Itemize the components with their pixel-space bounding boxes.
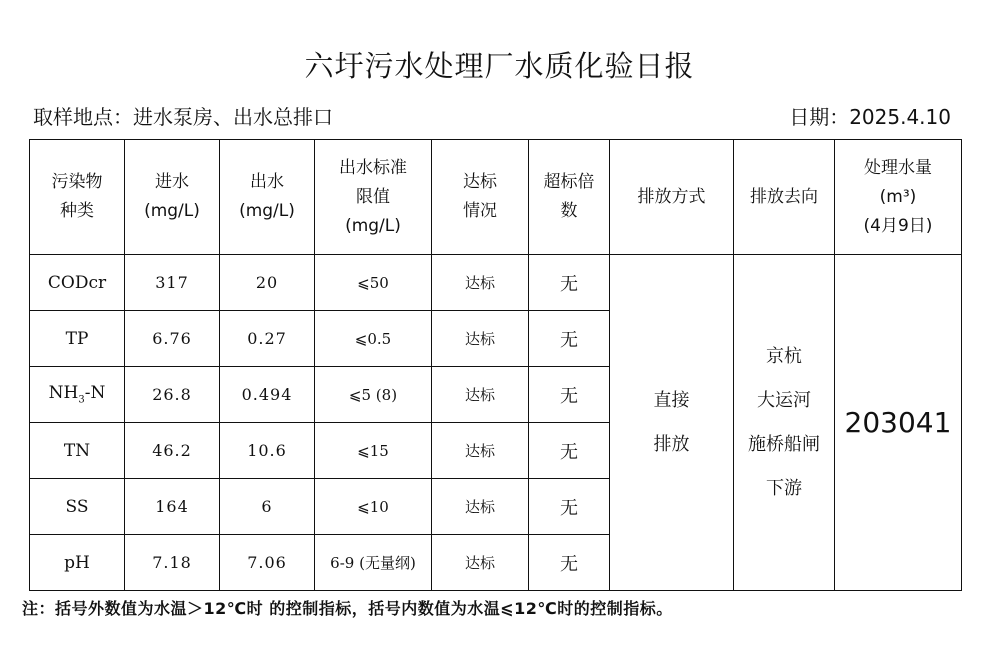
- effluent-cell: 7.06: [220, 535, 315, 591]
- status-cell: 达标: [432, 311, 529, 367]
- effluent-cell: 10.6: [220, 423, 315, 479]
- pollutant-cell: CODcr: [30, 255, 125, 311]
- discharge-method-cell: 直接 排放: [610, 255, 734, 591]
- status-cell: 达标: [432, 535, 529, 591]
- pollutant-cell: SS: [30, 479, 125, 535]
- exceed-cell: 无: [529, 311, 610, 367]
- influent-cell: 7.18: [125, 535, 220, 591]
- footnote: 注：括号外数值为水温＞12℃时 的控制指标，括号内数值为水温⩽12℃时的控制指标。: [22, 599, 673, 618]
- influent-cell: 6.76: [125, 311, 220, 367]
- limit-cell: ⩽50: [315, 255, 432, 311]
- influent-cell: 46.2: [125, 423, 220, 479]
- status-cell: 达标: [432, 479, 529, 535]
- table-row: [30, 255, 962, 311]
- limit-cell: ⩽15: [315, 423, 432, 479]
- exceed-cell: 无: [529, 423, 610, 479]
- influent-cell: 164: [125, 479, 220, 535]
- status-cell: 达标: [432, 255, 529, 311]
- limit-cell: 6-9 (无量纲): [315, 535, 432, 591]
- limit-cell: ⩽0.5: [315, 311, 432, 367]
- influent-cell: 317: [125, 255, 220, 311]
- exceed-cell: 无: [529, 255, 610, 311]
- influent-cell: 26.8: [125, 367, 220, 423]
- water-quality-table: [29, 139, 962, 591]
- pollutant-cell: TP: [30, 311, 125, 367]
- header-volume: 处理水量 (m³) (4月9日): [835, 140, 962, 255]
- header-exceed: 超标倍 数: [529, 140, 610, 255]
- effluent-cell: 6: [220, 479, 315, 535]
- effluent-cell: 0.27: [220, 311, 315, 367]
- limit-cell: ⩽10: [315, 479, 432, 535]
- header-effluent: 出水 (mg/L): [220, 140, 315, 255]
- pollutant-cell: TN: [30, 423, 125, 479]
- header-row: [30, 140, 962, 255]
- header-pollutant: 污染物 种类: [30, 140, 125, 255]
- status-cell: 达标: [432, 367, 529, 423]
- discharge-destination-cell: 京杭 大运河 施桥船闸 下游: [734, 255, 835, 591]
- pollutant-cell: $NH_3-N$: [30, 367, 125, 423]
- treated-volume-cell: 203041: [835, 255, 962, 591]
- effluent-cell: 0.494: [220, 367, 315, 423]
- exceed-cell: 无: [529, 479, 610, 535]
- header-status: 达标 情况: [432, 140, 529, 255]
- exceed-cell: 无: [529, 367, 610, 423]
- sampling-location: 取样地点：进水泵房、出水总排口: [33, 105, 333, 129]
- effluent-cell: 20: [220, 255, 315, 311]
- report-date: 日期：2025.4.10: [789, 105, 951, 129]
- header-limit: 出水标准 限值 (mg/L): [315, 140, 432, 255]
- report-title: 六圩污水处理厂水质化验日报: [304, 49, 695, 83]
- status-cell: 达标: [432, 423, 529, 479]
- exceed-cell: 无: [529, 535, 610, 591]
- pollutant-cell: pH: [30, 535, 125, 591]
- header-influent: 进水 (mg/L): [125, 140, 220, 255]
- header-method: 排放方式: [610, 140, 734, 255]
- limit-cell: ⩽5 (8): [315, 367, 432, 423]
- header-destination: 排放去向: [734, 140, 835, 255]
